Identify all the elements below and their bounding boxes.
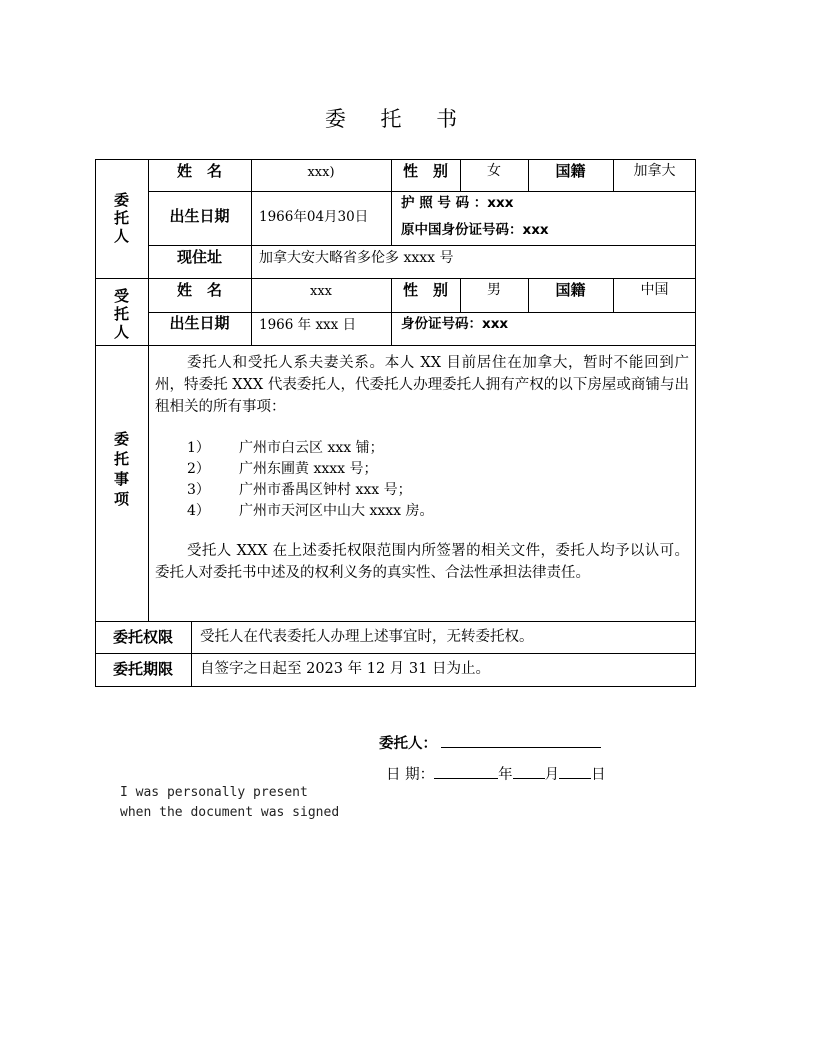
matter-item-1: 1） 广州市白云区 xxx 铺； [187, 440, 384, 456]
date-day-label: 日 [591, 767, 606, 783]
date-day-blank[interactable] [559, 762, 591, 779]
agent-id: 身份证号码：xxx [401, 316, 509, 332]
date-year-label: 年 [498, 767, 513, 783]
entrustment-table [95, 159, 696, 687]
date-label: 日 期： [386, 767, 435, 783]
principal-address-label: 现住址 [176, 248, 222, 266]
agent-dob-label: 出生日期 [169, 314, 230, 332]
term-value: 自签字之日起至 2023 年 12 月 31 日为止。 [200, 661, 490, 677]
document-title: 委 托 书 [324, 107, 472, 131]
signature-date [386, 762, 606, 784]
agent-nationality-value: 中国 [640, 282, 669, 298]
matter-item-3: 3） 广州市番禺区钟村 xxx 号； [187, 482, 412, 498]
principal-gender-value: 女 [487, 163, 501, 179]
agent-group-label: 受 托 人 [113, 287, 129, 341]
handwritten-note [120, 783, 339, 823]
matter-item-2: 2） 广州东圃黄 xxxx 号； [187, 461, 378, 477]
signature-principal-label: 委托人： [379, 736, 437, 752]
principal-address-value: 加拿大安大略省多伦多 xxxx 号 [259, 250, 454, 266]
matters-group-label: 委 托 事 项 [113, 430, 129, 508]
authority-value: 受托人在代表委托人办理上述事宜时，无转委托权。 [200, 629, 534, 645]
principal-dob-value: 1966年04月30日 [259, 209, 369, 225]
agent-gender-value: 男 [487, 282, 501, 298]
date-year-blank[interactable] [434, 762, 498, 779]
authority-label: 委托权限 [112, 628, 173, 646]
principal-name-label: 姓 名 [176, 162, 222, 180]
handwritten-note-line-1: I was personally present [120, 785, 308, 800]
principal-nationality-value: 加拿大 [633, 163, 676, 179]
matters-intro: 委托人和受托人系夫妻关系。本人 XX 目前居住在加拿大，暂时不能回到广州，特委托 XXX 代表委托人，代委托人办理委托人拥有产权的以下房屋或商铺与出租相关的所有事项： [155, 355, 689, 415]
agent-name-value: xxx [310, 284, 332, 299]
principal-passport: 护 照 号 码 ：xxx [401, 195, 514, 211]
signature-line[interactable] [441, 731, 601, 748]
agent-dob-value: 1966 年 xxx 日 [259, 317, 357, 333]
date-month-blank[interactable] [513, 762, 545, 779]
agent-gender-label: 性 别 [402, 281, 448, 299]
matters-closing: 受托人 XXX 在上述委托权限范围内所签署的相关文件，委托人均予以认可。委托人对委托书中述及的权利义务的真实性、合法性承担法律责任。 [155, 543, 689, 581]
signature-principal [379, 731, 601, 753]
matter-item-4: 4） 广州市天河区中山大 xxxx 房。 [187, 503, 434, 519]
principal-group-label: 委 托 人 [113, 191, 129, 245]
handwritten-note-line-2: when the document was signed [120, 805, 340, 820]
principal-gender-label: 性 别 [402, 162, 448, 180]
principal-name-value: xxx) [307, 165, 335, 180]
date-month-label: 月 [544, 767, 560, 783]
agent-nationality-label: 国籍 [555, 281, 586, 299]
term-label: 委托期限 [112, 660, 173, 678]
principal-nationality-label: 国籍 [555, 162, 586, 180]
principal-dob-label: 出生日期 [169, 207, 230, 225]
principal-former-id: 原中国身份证号码：xxx [401, 222, 549, 238]
agent-name-label: 姓 名 [176, 281, 222, 299]
